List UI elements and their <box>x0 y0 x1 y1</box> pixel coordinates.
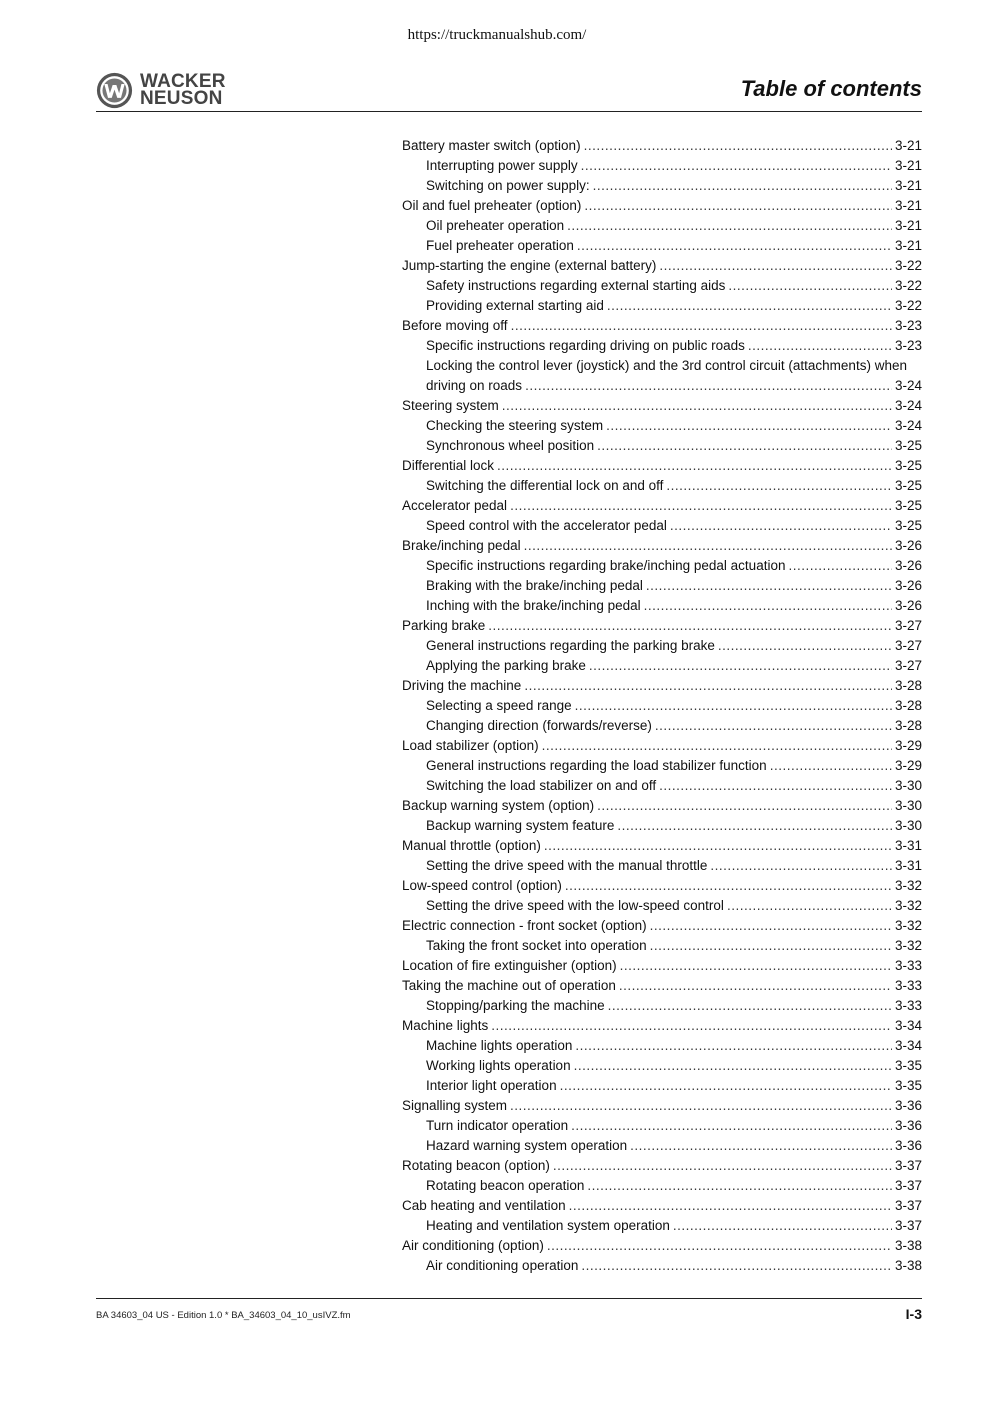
toc-entry-title: Electric connection - front socket (option) <box>402 918 647 933</box>
toc-subentry[interactable] <box>402 556 922 576</box>
toc-entry-title: Rotating beacon operation <box>426 1178 585 1193</box>
toc-leader-dots <box>788 556 892 576</box>
toc-page-number: 3-25 <box>894 518 922 533</box>
brand-name <box>140 73 226 107</box>
toc-leader-dots <box>597 436 892 456</box>
toc-leader-dots <box>584 196 892 216</box>
toc-subentry[interactable] <box>402 416 922 436</box>
toc-page-number: 3-31 <box>894 838 922 853</box>
toc-page-number: 3-28 <box>894 718 922 733</box>
toc-entry-title: Applying the parking brake <box>426 658 586 673</box>
toc-leader-dots <box>511 316 892 336</box>
toc-leader-dots <box>497 456 892 476</box>
toc-entry-title: Checking the steering system <box>426 418 604 433</box>
toc-page-number: 3-35 <box>894 1078 922 1093</box>
brand-line-2: NEUSON <box>140 88 223 109</box>
toc-page-number: 3-34 <box>894 1018 922 1033</box>
toc-leader-dots <box>644 596 892 616</box>
toc-entry-title: Accelerator pedal <box>402 498 508 513</box>
toc-entry-title: Hazard warning system operation <box>426 1138 628 1153</box>
toc-leader-dots <box>650 936 892 956</box>
toc-entry-title: Before moving off <box>402 318 508 333</box>
toc-subentry[interactable] <box>402 596 922 616</box>
toc-page-number: 3-24 <box>894 398 922 413</box>
toc-subentry[interactable] <box>402 1216 922 1236</box>
toc-leader-dots <box>728 276 892 296</box>
toc-entry-title: Signalling system <box>402 1098 508 1113</box>
toc-page-number: 3-22 <box>894 258 922 273</box>
toc-subentry[interactable] <box>402 896 922 916</box>
toc-page-number: 3-30 <box>894 778 922 793</box>
toc-page-number: 3-37 <box>894 1198 922 1213</box>
toc-leader-dots <box>524 676 892 696</box>
toc-page-number: 3-21 <box>894 178 922 193</box>
toc-subentry[interactable] <box>402 276 922 296</box>
source-url[interactable]: https://truckmanualshub.com/ <box>407 27 587 43</box>
toc-subentry[interactable] <box>402 1136 922 1156</box>
table-of-contents <box>402 136 922 1276</box>
toc-leader-dots <box>488 616 892 636</box>
toc-page-number: 3-34 <box>894 1038 922 1053</box>
toc-page-number: 3-37 <box>894 1178 922 1193</box>
toc-entry-title: Driving the machine <box>402 678 522 693</box>
toc-entry-title: Selecting a speed range <box>426 698 572 713</box>
toc-page-number: 3-26 <box>894 578 922 593</box>
toc-entry[interactable] <box>402 1236 922 1256</box>
toc-entry-title: Fuel preheater operation <box>426 238 574 253</box>
toc-page-number: 3-27 <box>894 618 922 633</box>
toc-leader-dots <box>577 236 892 256</box>
toc-subentry[interactable] <box>402 696 922 716</box>
toc-subentry[interactable] <box>402 1076 922 1096</box>
toc-subentry[interactable] <box>402 336 922 356</box>
toc-leader-dots <box>565 876 892 896</box>
toc-entry-title: Parking brake <box>402 618 486 633</box>
toc-entry-title: Speed control with the accelerator pedal <box>426 518 667 533</box>
toc-entry[interactable] <box>402 976 922 996</box>
toc-subentry[interactable] <box>402 236 922 256</box>
toc-entry-title: Backup warning system feature <box>426 818 615 833</box>
toc-page-number: 3-21 <box>894 138 922 153</box>
toc-entry[interactable] <box>402 256 922 276</box>
toc-subentry[interactable] <box>402 1056 922 1076</box>
toc-leader-dots <box>718 636 892 656</box>
toc-leader-dots <box>575 1036 892 1056</box>
toc-entry-title: Taking the front socket into operation <box>426 938 647 953</box>
toc-leader-dots <box>608 996 892 1016</box>
toc-entry[interactable] <box>402 676 922 696</box>
toc-entry[interactable] <box>402 796 922 816</box>
toc-entry-title: Rotating beacon (option) <box>402 1158 550 1173</box>
toc-leader-dots <box>619 976 892 996</box>
toc-subentry[interactable] <box>402 216 922 236</box>
toc-entry-title: Oil and fuel preheater (option) <box>402 198 582 213</box>
toc-page-number: 3-30 <box>894 798 922 813</box>
toc-subentry[interactable] <box>402 296 922 316</box>
toc-page-number: 3-37 <box>894 1158 922 1173</box>
toc-page-number: 3-32 <box>894 878 922 893</box>
toc-subentry[interactable] <box>402 156 922 176</box>
toc-page-number: 3-32 <box>894 898 922 913</box>
toc-entry[interactable] <box>402 136 922 156</box>
toc-entry-title: Brake/inching pedal <box>402 538 521 553</box>
toc-entry-title: Switching the differential lock on and off <box>426 478 664 493</box>
brand-line-1: WACKER <box>140 71 226 92</box>
toc-page-number: 3-28 <box>894 678 922 693</box>
toc-leader-dots <box>574 1056 892 1076</box>
toc-leader-dots <box>581 1256 892 1276</box>
toc-subentry[interactable] <box>402 816 922 836</box>
toc-page-number: 3-23 <box>894 318 922 333</box>
toc-entry-title: Providing external starting aid <box>426 298 604 313</box>
toc-entry-title: General instructions regarding the load stabilizer function <box>426 758 767 773</box>
toc-leader-dots <box>617 816 892 836</box>
toc-subentry[interactable] <box>402 516 922 536</box>
toc-page-number: 3-38 <box>894 1258 922 1273</box>
toc-leader-dots <box>510 496 892 516</box>
toc-subentry[interactable] <box>402 1256 922 1276</box>
toc-entry-title: Heating and ventilation system operation <box>426 1218 670 1233</box>
toc-page-number: 3-36 <box>894 1098 922 1113</box>
toc-leader-dots <box>510 1096 892 1116</box>
toc-entry-title: Steering system <box>402 398 499 413</box>
toc-leader-dots <box>525 376 892 396</box>
toc-leader-dots <box>646 576 892 596</box>
toc-entry[interactable] <box>402 836 922 856</box>
toc-page-number: 3-26 <box>894 558 922 573</box>
toc-subentry[interactable] <box>402 1116 922 1136</box>
toc-page-number: 3-35 <box>894 1058 922 1073</box>
toc-subentry[interactable] <box>402 176 922 196</box>
toc-leader-dots <box>666 476 892 496</box>
toc-page-number: 3-21 <box>894 158 922 173</box>
toc-entry-title: Load stabilizer (option) <box>402 738 539 753</box>
toc-entry-title: Cab heating and ventilation <box>402 1198 566 1213</box>
toc-leader-dots <box>587 1176 892 1196</box>
toc-page-number: 3-38 <box>894 1238 922 1253</box>
toc-leader-dots <box>593 176 892 196</box>
toc-entry-title: Stopping/parking the machine <box>426 998 605 1013</box>
toc-entry-title: Machine lights operation <box>426 1038 573 1053</box>
toc-leader-dots <box>571 1116 892 1136</box>
wacker-neuson-logo-icon <box>96 72 133 109</box>
toc-page-number: 3-27 <box>894 638 922 653</box>
toc-subentry[interactable] <box>402 436 922 456</box>
toc-entry-title: Inching with the brake/inching pedal <box>426 598 641 613</box>
toc-leader-dots <box>650 916 892 936</box>
toc-page-number: 3-37 <box>894 1218 922 1233</box>
toc-entry[interactable] <box>402 1096 922 1116</box>
toc-entry-title: Turn indicator operation <box>426 1118 569 1133</box>
toc-page-number: 3-21 <box>894 218 922 233</box>
toc-leader-dots <box>606 416 892 436</box>
toc-leader-dots <box>607 296 892 316</box>
toc-page-number: 3-22 <box>894 298 922 313</box>
toc-entry-title: Battery master switch (option) <box>402 138 581 153</box>
toc-entry-title: Machine lights <box>402 1018 489 1033</box>
toc-entry-title: Specific instructions regarding brake/inching pedal actuation <box>426 558 786 573</box>
header-divider <box>96 111 922 112</box>
toc-subentry[interactable] <box>402 636 922 656</box>
toc-subentry[interactable] <box>402 996 922 1016</box>
toc-page-number: 3-33 <box>894 998 922 1013</box>
toc-entry-title: Changing direction (forwards/reverse) <box>426 718 652 733</box>
toc-entry-title: Setting the drive speed with the low-speed control <box>426 898 724 913</box>
toc-subentry[interactable] <box>402 1176 922 1196</box>
toc-entry-title: Interrupting power supply <box>426 158 578 173</box>
toc-entry[interactable] <box>402 196 922 216</box>
toc-leader-dots <box>502 396 892 416</box>
page-title: Table of contents <box>740 76 922 101</box>
toc-entry-title: General instructions regarding the parking brake <box>426 638 715 653</box>
toc-subentry[interactable] <box>402 756 922 776</box>
toc-subentry[interactable] <box>402 936 922 956</box>
toc-leader-dots <box>491 1016 892 1036</box>
toc-entry-title: Backup warning system (option) <box>402 798 595 813</box>
toc-entry-title: Jump-starting the engine (external battery) <box>402 258 657 273</box>
toc-leader-dots <box>670 516 892 536</box>
toc-leader-dots <box>553 1156 892 1176</box>
toc-page-number: 3-32 <box>894 918 922 933</box>
toc-entry-title: Manual throttle (option) <box>402 838 541 853</box>
toc-entry-title: Location of fire extinguisher (option) <box>402 958 617 973</box>
toc-page-number: 3-23 <box>894 338 922 353</box>
toc-entry[interactable] <box>402 876 922 896</box>
toc-subentry[interactable] <box>402 656 922 676</box>
toc-entry[interactable] <box>402 456 922 476</box>
toc-leader-dots <box>542 736 892 756</box>
toc-entry[interactable] <box>402 916 922 936</box>
toc-entry[interactable] <box>402 536 922 556</box>
toc-leader-dots <box>569 1196 892 1216</box>
toc-entry-title: Setting the drive speed with the manual throttle <box>426 858 708 873</box>
brand-logo <box>96 70 226 110</box>
toc-page-number: 3-22 <box>894 278 922 293</box>
toc-page-number: 3-29 <box>894 758 922 773</box>
toc-entry[interactable] <box>402 956 922 976</box>
toc-entry-title: Oil preheater operation <box>426 218 565 233</box>
toc-page-number: 3-28 <box>894 698 922 713</box>
toc-subentry[interactable] <box>402 576 922 596</box>
toc-page-number: 3-25 <box>894 478 922 493</box>
toc-entry-title: Interior light operation <box>426 1078 557 1093</box>
toc-leader-dots <box>655 716 892 736</box>
toc-entry[interactable] <box>402 736 922 756</box>
toc-subentry[interactable] <box>402 1036 922 1056</box>
toc-page-number: 3-29 <box>894 738 922 753</box>
toc-page-number: 3-27 <box>894 658 922 673</box>
toc-entry[interactable] <box>402 316 922 336</box>
toc-entry-title: Switching on power supply: <box>426 178 590 193</box>
toc-leader-dots <box>659 256 892 276</box>
toc-entry[interactable] <box>402 1016 922 1036</box>
toc-entry-continued[interactable] <box>402 356 922 376</box>
toc-entry-title: Working lights operation <box>426 1058 571 1073</box>
toc-leader-dots <box>544 836 892 856</box>
toc-page-number: 3-25 <box>894 438 922 453</box>
toc-leader-dots <box>584 136 892 156</box>
footer-divider <box>96 1298 922 1299</box>
toc-entry-title: Air conditioning (option) <box>402 1238 544 1253</box>
toc-entry-title: Specific instructions regarding driving on public roads <box>426 338 745 353</box>
toc-entry[interactable] <box>402 616 922 636</box>
toc-leader-dots <box>560 1076 892 1096</box>
toc-page-number: 3-25 <box>894 458 922 473</box>
toc-page-number: 3-32 <box>894 938 922 953</box>
toc-entry-title: Synchronous wheel position <box>426 438 595 453</box>
toc-leader-dots <box>620 956 892 976</box>
toc-entry-title: Differential lock <box>402 458 495 473</box>
toc-page-number: 3-26 <box>894 538 922 553</box>
toc-entry-title: Air conditioning operation <box>426 1258 579 1273</box>
toc-leader-dots <box>673 1216 892 1236</box>
toc-leader-dots <box>748 336 892 356</box>
page-number: I-3 <box>905 1306 922 1322</box>
toc-leader-dots <box>597 796 892 816</box>
toc-page-number: 3-33 <box>894 978 922 993</box>
toc-page-number: 3-24 <box>894 378 922 393</box>
toc-entry-title: Low-speed control (option) <box>402 878 562 893</box>
toc-leader-dots <box>710 856 892 876</box>
toc-page-number: 3-30 <box>894 818 922 833</box>
toc-page-number: 3-21 <box>894 238 922 253</box>
toc-page-number: 3-36 <box>894 1118 922 1133</box>
toc-subentry[interactable] <box>402 716 922 736</box>
toc-entry[interactable] <box>402 376 922 396</box>
toc-leader-dots <box>630 1136 892 1156</box>
toc-subentry[interactable] <box>402 476 922 496</box>
toc-page-number: 3-33 <box>894 958 922 973</box>
toc-page-number: 3-21 <box>894 198 922 213</box>
toc-page-number: 3-36 <box>894 1138 922 1153</box>
toc-leader-dots <box>567 216 892 236</box>
toc-page-number: 3-25 <box>894 498 922 513</box>
toc-entry[interactable] <box>402 1156 922 1176</box>
toc-leader-dots <box>659 776 892 796</box>
toc-page-number: 3-24 <box>894 418 922 433</box>
toc-subentry[interactable] <box>402 776 922 796</box>
footer-document-id: BA 34603_04 US - Edition 1.0 * BA_34603_04_10_usIVZ.fm <box>96 1310 351 1321</box>
toc-entry-title: Switching the load stabilizer on and off <box>426 778 657 793</box>
toc-entry-title: Braking with the brake/inching pedal <box>426 578 643 593</box>
toc-leader-dots <box>575 696 892 716</box>
toc-entry[interactable] <box>402 496 922 516</box>
toc-entry-title: Locking the control lever (joystick) and the 3rd control circuit (attachments) when <box>426 358 907 373</box>
toc-page-number: 3-26 <box>894 598 922 613</box>
toc-entry-title: driving on roads <box>426 378 523 393</box>
toc-entry[interactable] <box>402 396 922 416</box>
toc-leader-dots <box>524 536 892 556</box>
toc-leader-dots <box>589 656 892 676</box>
toc-entry-title: Taking the machine out of operation <box>402 978 616 993</box>
toc-entry-title: Safety instructions regarding external starting aids <box>426 278 726 293</box>
toc-leader-dots <box>727 896 892 916</box>
toc-leader-dots <box>581 156 892 176</box>
toc-leader-dots <box>770 756 892 776</box>
toc-entry[interactable] <box>402 1196 922 1216</box>
toc-leader-dots <box>547 1236 892 1256</box>
toc-subentry[interactable] <box>402 856 922 876</box>
toc-page-number: 3-31 <box>894 858 922 873</box>
